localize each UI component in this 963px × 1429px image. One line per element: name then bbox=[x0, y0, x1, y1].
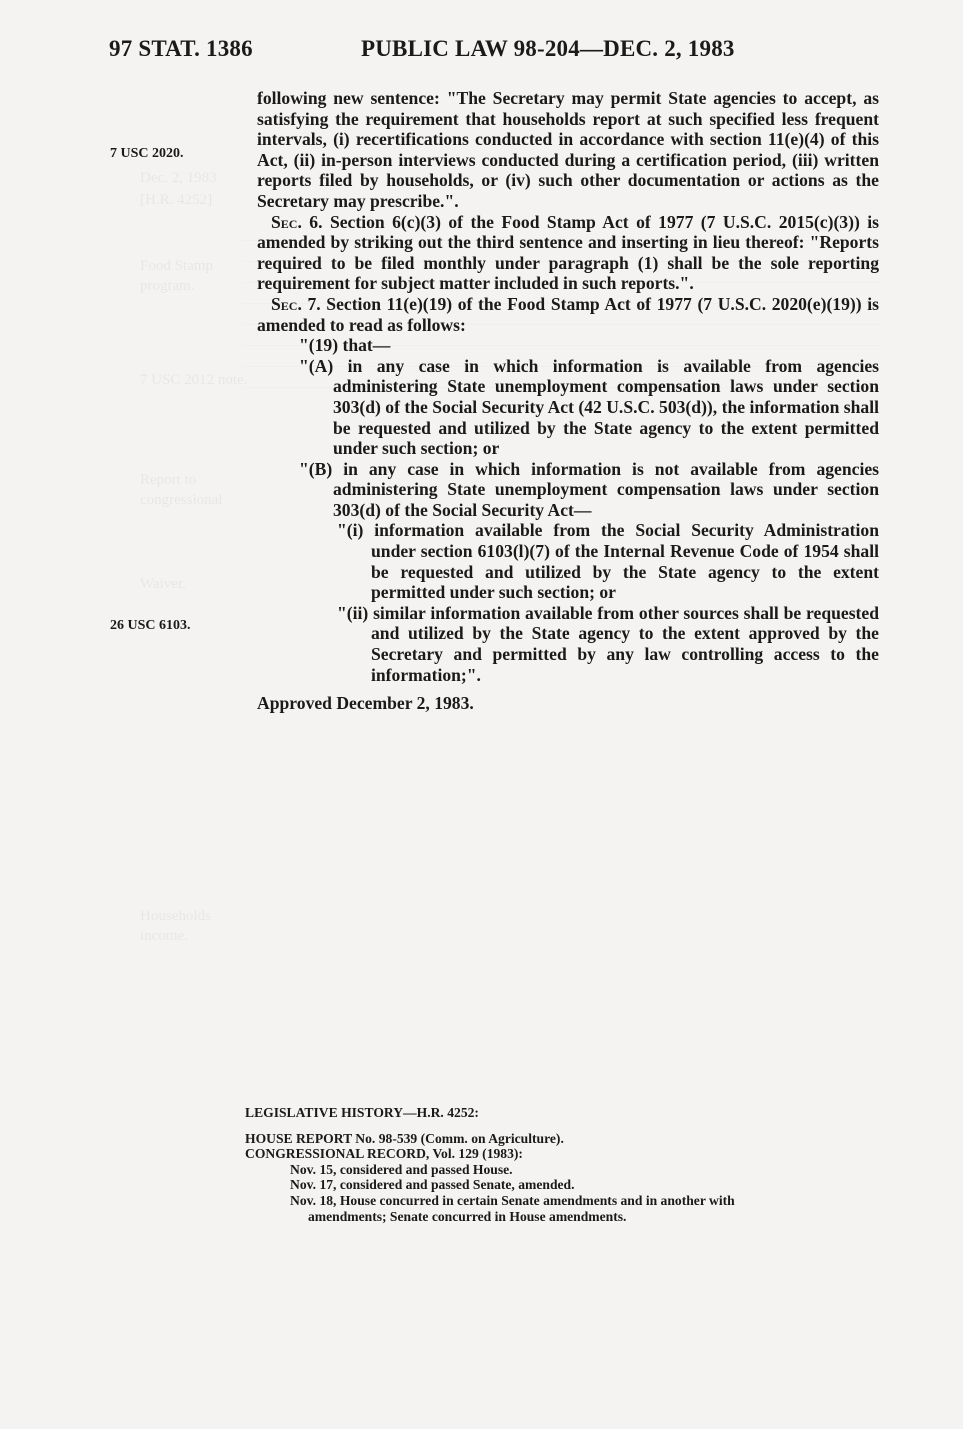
section-6-label: Sec. 6. bbox=[271, 211, 323, 232]
bleed-through-background: Dec. 2, 1983 [H.R. 4252] Food Stamp program. 7 USC 2012 note. Report to congressional Waiver. Households income. bbox=[140, 170, 248, 944]
history-entry: Nov. 17, considered and passed Senate, amended. bbox=[290, 1177, 575, 1193]
section-6 bbox=[257, 212, 879, 294]
legislative-history-title: LEGISLATIVE HISTORY—H.R. 4252: bbox=[245, 1105, 479, 1120]
statute-body bbox=[257, 88, 879, 714]
house-report: HOUSE REPORT No. 98-539 (Comm. on Agriculture). bbox=[245, 1130, 564, 1146]
section-7 bbox=[257, 294, 879, 335]
stat-page-number: 97 STAT. 1386 bbox=[109, 36, 253, 61]
page-header bbox=[109, 36, 889, 66]
history-entry-continued: amendments; Senate concurred in House amendments. bbox=[308, 1208, 627, 1224]
paragraph-19: "(19) that— bbox=[299, 335, 391, 356]
history-entry: Nov. 18, House concurred in certain Senate amendments and in another with bbox=[290, 1192, 735, 1208]
section-7-text: Section 11(e)(19) of the Food Stamp Act of 1977 (7 U.S.C. 2020(e)(19)) is amended to read as follows: bbox=[257, 293, 879, 335]
margin-note-26-usc: 26 USC 6103. bbox=[110, 618, 191, 633]
public-law-title: PUBLIC LAW 98-204—DEC. 2, 1983 bbox=[361, 36, 735, 61]
clause-i: "(i) information available from the Social Security Administration under section 6103(l)(7) of the Internal Revenue Code of 1954 shall be requested and utilized by the State agency to the extent permitted under such section; or bbox=[337, 520, 879, 603]
section-6-text: Section 6(c)(3) of the Food Stamp Act of 1977 (7 U.S.C. 2015(c)(3)) is amended by striking out the third sentence and inserting in lieu thereof: "Reports required to be filed monthly under paragraph (1) shall be the sole reporting requirement for subject matter included in such reports.". bbox=[257, 211, 879, 294]
section-7-label: Sec. 7. bbox=[271, 293, 321, 314]
history-entry: Nov. 15, considered and passed House. bbox=[290, 1161, 513, 1177]
subparagraph-b: "(B) in any case in which information is not available from agencies administering State unemployment compensation laws under section 303(d) of the Social Security Act— bbox=[299, 458, 879, 520]
congressional-record: CONGRESSIONAL RECORD, Vol. 129 (1983): bbox=[245, 1146, 523, 1162]
subparagraph-a: "(A) in any case in which information is available from agencies administering State unemployment compensation laws under section 303(d) of the Social Security Act (42 U.S.C. 503(d)), the information shall be requested and utilized by the State agency to the extent permitted under such section; or bbox=[299, 355, 879, 459]
approval-date: Approved December 2, 1983. bbox=[257, 693, 474, 714]
legislative-history bbox=[245, 1105, 885, 1224]
clause-ii: "(ii) similar information available from other sources shall be requested and utilized by the State agency to the extent approved by the Secretary and permitted by any law controlling access to the information;". bbox=[337, 602, 879, 685]
paragraph-continued: following new sentence: "The Secretary may permit State agencies to accept, as satisfying the requirement that households report at such specified less frequent intervals, (i) recertifications conducted in accordance with section 11(e)(4) of this Act, (ii) in-person interviews conducted during a certification period, (iii) written reports filed by households, or (iv) such other documentation or actions as the Secretary may prescribe.". bbox=[257, 88, 879, 211]
margin-note-7-usc: 7 USC 2020. bbox=[110, 146, 184, 161]
